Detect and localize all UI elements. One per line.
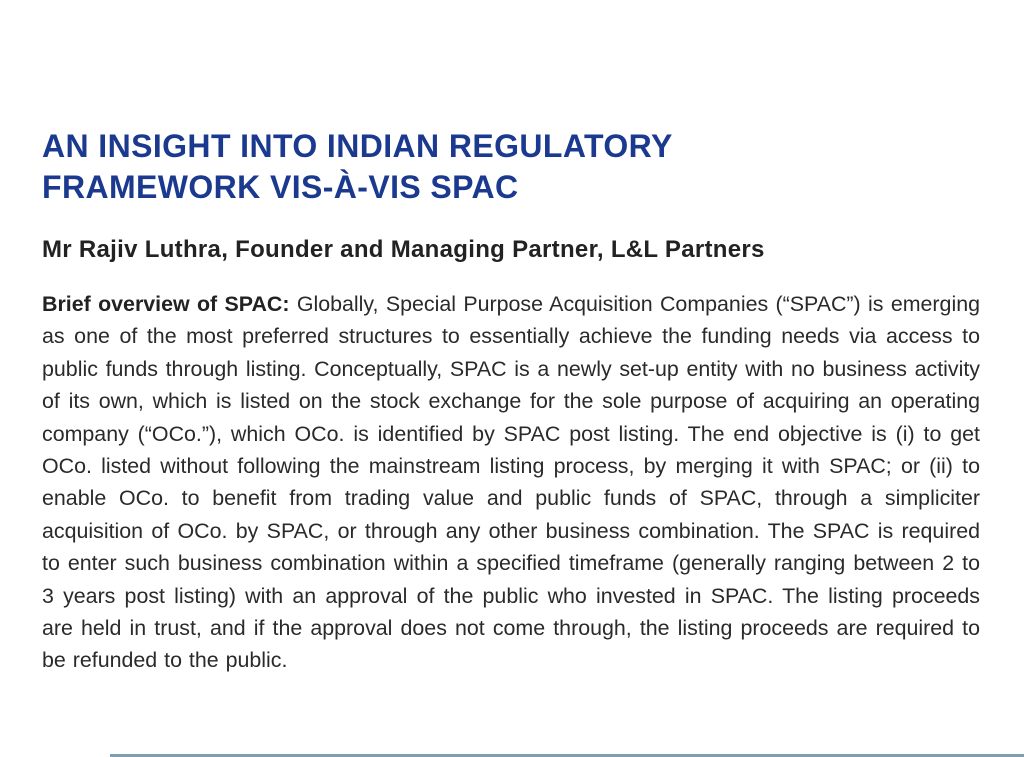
article-title-line-1: AN INSIGHT INTO INDIAN REGULATORY bbox=[42, 128, 673, 164]
article-title bbox=[42, 126, 802, 208]
section-lead-label: Brief overview of SPAC: bbox=[42, 292, 290, 316]
paragraph-text: Globally, Special Purpose Acquisition Companies (“SPAC”) is emerging as one of the most preferred structures to essentially achieve the funding needs via access to public funds through listing. Conceptually, SPAC is a newly set-up entity with no business activity of its own, which is listed on the stock exchange for the sole purpose of acquiring an operating company (“OCo.”), which OCo. is identified by SPAC post listing. The end objective is (i) to get OCo. listed without following the mainstream listing process, by merging it with SPAC; or (ii) to enable OCo. to benefit from trading value and public funds of SPAC, through a simpliciter acquisition of OCo. by SPAC, or through any other business combination. The SPAC is required to enter such business combination within a specified timeframe (generally ranging between 2 to 3 years post listing) with an approval of the public who invested in SPAC. The listing proceeds are held in trust, and if the approval does not come through, the listing proceeds are required to be refunded to the public. bbox=[42, 292, 980, 673]
article-body-paragraph bbox=[42, 288, 980, 677]
article-title-line-2: FRAMEWORK VIS-À-VIS SPAC bbox=[42, 169, 519, 205]
author-byline: Mr Rajiv Luthra, Founder and Managing Partner, L&L Partners bbox=[42, 236, 765, 263]
